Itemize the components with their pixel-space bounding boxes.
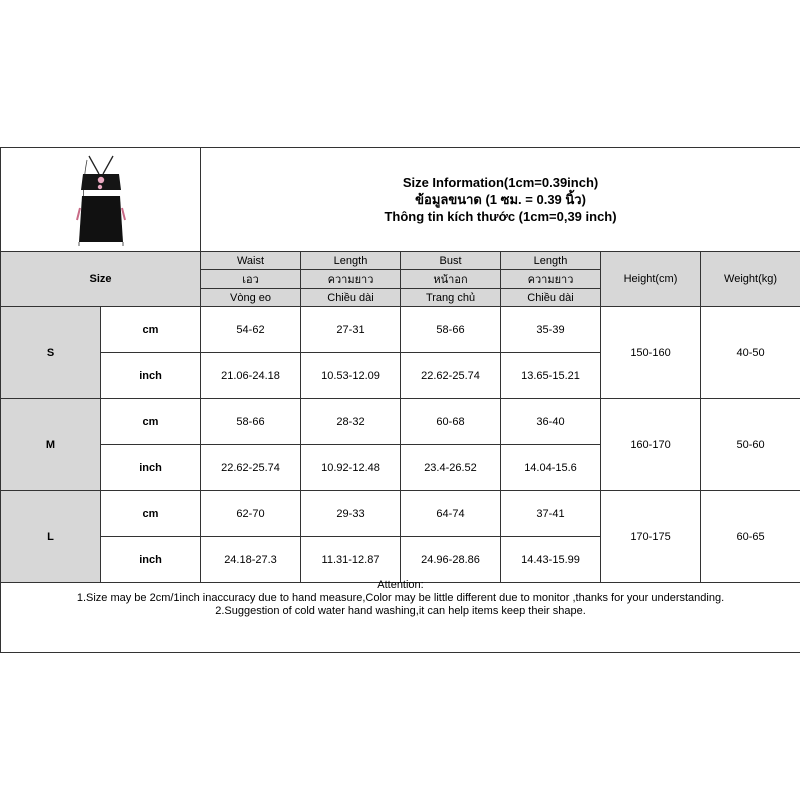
- m-cm-waist: 58-66: [201, 399, 301, 445]
- m-inch-waist: 22.62-25.74: [201, 445, 301, 491]
- unit-label: inch: [101, 445, 201, 491]
- unit-label: cm: [101, 491, 201, 537]
- m-cm-length1: 28-32: [301, 399, 401, 445]
- l-inch-length1: 11.31-12.87: [301, 537, 401, 583]
- unit-label: inch: [101, 537, 201, 583]
- size-s-label: S: [1, 307, 101, 399]
- l-cm-bust: 64-74: [401, 491, 501, 537]
- s-inch-waist: 21.06-24.18: [201, 353, 301, 399]
- col-length1-vi: Chiều dài: [301, 289, 401, 307]
- col-bust-en: Bust: [401, 252, 501, 270]
- col-length1-th: ความยาว: [301, 270, 401, 289]
- l-inch-bust: 24.96-28.86: [401, 537, 501, 583]
- l-cm-length1: 29-33: [301, 491, 401, 537]
- l-height: 170-175: [601, 491, 701, 583]
- attention-title: Attention:: [377, 579, 424, 591]
- m-weight: 50-60: [701, 399, 800, 491]
- table-row: [1, 307, 800, 353]
- s-cm-waist: 54-62: [201, 307, 301, 353]
- unit-label: cm: [101, 307, 201, 353]
- m-cm-length2: 36-40: [501, 399, 601, 445]
- attention-note-2: 2.Suggestion of cold water hand washing,it can help items keep their shape.: [215, 605, 586, 617]
- info-thai: ข้อมูลขนาด (1 ซม. = 0.39 นิ้ว): [415, 192, 586, 207]
- col-bust-vi: Trang chủ: [401, 289, 501, 307]
- col-waist-en: Waist: [201, 252, 301, 270]
- m-inch-length1: 10.92-12.48: [301, 445, 401, 491]
- size-m-label: M: [1, 399, 101, 491]
- m-height: 160-170: [601, 399, 701, 491]
- col-length1-en: Length: [301, 252, 401, 270]
- m-inch-length2: 14.04-15.6: [501, 445, 601, 491]
- table-row: [1, 399, 800, 445]
- info-english: Size Information(1cm=0.39inch): [402, 175, 599, 190]
- col-length2-en: Length: [501, 252, 601, 270]
- s-weight: 40-50: [701, 307, 800, 399]
- unit-label: cm: [101, 399, 201, 445]
- s-cm-length2: 35-39: [501, 307, 601, 353]
- col-height: Height(cm): [601, 252, 701, 307]
- col-waist-vi: Vòng eo: [201, 289, 301, 307]
- size-l-label: L: [1, 491, 101, 583]
- col-bust-th: หน้าอก: [401, 270, 501, 289]
- attention-box: [0, 579, 800, 653]
- product-photo: [51, 150, 151, 250]
- col-weight: Weight(kg): [701, 252, 800, 307]
- s-height: 150-160: [601, 307, 701, 399]
- table-row: [1, 491, 800, 537]
- s-cm-bust: 58-66: [401, 307, 501, 353]
- attention-note-1: 1.Size may be 2cm/1inch inaccuracy due to hand measure,Color may be little different due to monitor ,thanks for your understanding.: [76, 592, 725, 604]
- s-cm-length1: 27-31: [301, 307, 401, 353]
- l-weight: 60-65: [701, 491, 800, 583]
- col-length2-vi: Chiều dài: [501, 289, 601, 307]
- l-cm-length2: 37-41: [501, 491, 601, 537]
- s-inch-length2: 13.65-15.21: [501, 353, 601, 399]
- size-header: Size: [1, 252, 201, 307]
- m-cm-bust: 60-68: [401, 399, 501, 445]
- info-vietnamese: Thông tin kích thước (1cm=0,39 inch): [384, 209, 617, 224]
- l-cm-waist: 62-70: [201, 491, 301, 537]
- product-photo-cell: [1, 148, 201, 252]
- col-length2-th: ความยาว: [501, 270, 601, 289]
- size-table: [0, 147, 800, 583]
- s-inch-length1: 10.53-12.09: [301, 353, 401, 399]
- col-waist-th: เอว: [201, 270, 301, 289]
- size-info-cell: [201, 148, 800, 252]
- l-inch-length2: 14.43-15.99: [501, 537, 601, 583]
- unit-label: inch: [101, 353, 201, 399]
- l-inch-waist: 24.18-27.3: [201, 537, 301, 583]
- size-chart: [0, 147, 800, 653]
- m-inch-bust: 23.4-26.52: [401, 445, 501, 491]
- s-inch-bust: 22.62-25.74: [401, 353, 501, 399]
